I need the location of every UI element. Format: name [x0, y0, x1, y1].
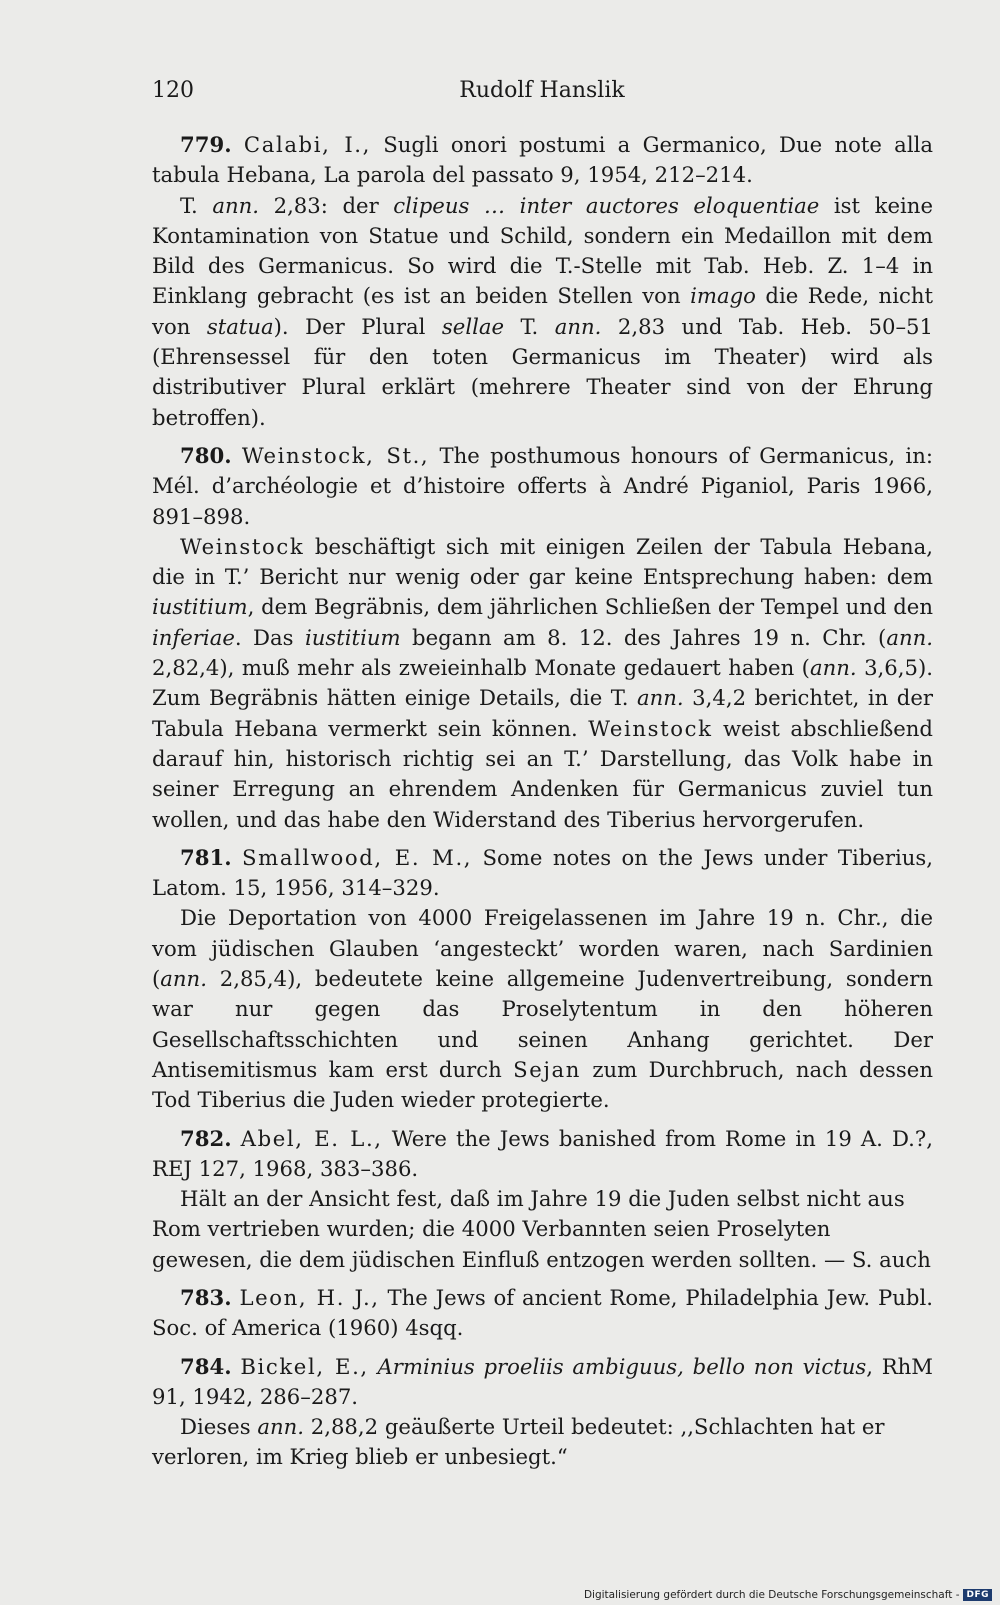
- entry-author: Smallwood, E. M.,: [242, 844, 473, 870]
- entry-author: Leon, H. J.,: [239, 1284, 380, 1310]
- entry-number: 779.: [180, 132, 232, 157]
- entry-number: 781.: [180, 844, 232, 870]
- entry-citation: [152, 1352, 933, 1413]
- running-title: Rudolf Hanslik: [459, 78, 625, 103]
- bibliography-body: [152, 130, 933, 1481]
- entry-number: 784.: [180, 1353, 232, 1379]
- entry-779: [152, 130, 933, 433]
- entry-description: T. ann. 2,83: der clipeus … inter auctores eloquentiae ist keine Kontamination von Statue und Schild, sondern ein Medaillon mit dem Bild des Germanicus. So wird die T.-Stelle mit Tab. Heb. Z. 1–4 in Einklang gebracht (es ist an beiden Stellen von imago die Rede, nicht von statua). Der Plural sellae T. ann. 2,83 und Tab. Heb. 50–51 (Ehrensessel für den toten Germanicus im Theater) wird als distributiver Plural erklärt (mehrere Theater sind von der Ehrung betroffen).: [152, 192, 934, 430]
- entry-author: Weinstock, St.,: [241, 442, 430, 468]
- entry-citation: [152, 843, 933, 904]
- entry-reference: The posthumous honours of Germanicus, in: Mél. d’archéologie et d’histoire offerts à André Piganiol, Paris 1966, 891–898.: [152, 442, 933, 529]
- entry-780: [152, 441, 933, 835]
- entry-description: Die Deportation von 4000 Freigelassenen im Jahre 19 n. Chr., die vom jüdischen Glauben ‘angesteckt’ worden waren, nach Sardinien (ann. 2,85,4), bedeutete keine allgemeine Judenvertreibung, sondern war nur gegen das Proselytentum in den höheren Gesellschaftsschichten und seinen Anhang gerichtet. Der Antisemitismus kam erst durch Sejan zum Durchbruch, nach dessen Tod Tiberius die Juden wieder protegierte.: [152, 905, 933, 1113]
- entry-reference: Were the Jews banished from Rome in 19 A. D.?, REJ 127, 1968, 383–386.: [152, 1125, 934, 1181]
- entry-781: [152, 843, 933, 1116]
- entry-number: 780.: [180, 442, 232, 468]
- entry-number: 783.: [180, 1284, 232, 1310]
- dfg-logo: DFG: [963, 1589, 992, 1601]
- entry-reference: Sugli onori postumi a Germanico, Due note alla tabula Hebana, La parola del passato 9, 1954, 212–214.: [152, 132, 933, 188]
- entry-citation: [152, 1124, 933, 1185]
- entry-author: Bickel, E.,: [240, 1353, 369, 1379]
- entry-783: [152, 1283, 933, 1344]
- entry-782: [152, 1124, 933, 1275]
- footer-text: Digitalisierung gefördert durch die Deutsche Forschungsgemeinschaft -: [583, 1589, 960, 1601]
- entry-reference: The Jews of ancient Rome, Philadelphia Jew. Publ. Soc. of America (1960) 4sqq.: [152, 1284, 933, 1341]
- page-header: [152, 78, 932, 110]
- entry-reference: Some notes on the Jews under Tiberius, Latom. 15, 1956, 314–329.: [152, 844, 933, 901]
- entry-description: Dieses ann. 2,88,2 geäußerte Urteil bedeutet: ,,Schlachten hat er verloren, im Krieg blieb er unbesiegt.“: [152, 1414, 885, 1470]
- entry-description: Weinstock beschäftigt sich mit einigen Zeilen der Tabula Hebana, die in T.’ Bericht nur wenig oder gar keine Entsprechung haben: dem iustitium, dem Begräbnis, dem jährlichen Schließen der Tempel und den inferiae. Das iustitium begann am 8. 12. des Jahres 19 n. Chr. (ann. 2,82,4), muß mehr als zweieinhalb Monate gedauert haben (ann. 3,6,5). Zum Begräbnis hätten einige Details, die T. ann. 3,4,2 berichtet, in der Tabula Hebana vermerkt sein können. Weinstock weist abschließend darauf hin, historisch richtig sei an T.’ Darstellung, das Volk habe in seiner Erregung an ehrendem Andenken für Germanicus zuviel tun wollen, und das habe den Widerstand des Tiberius hervorgerufen.: [152, 533, 934, 832]
- digitization-footer: [584, 1589, 992, 1601]
- entry-title-italic: Arminius proeliis ambiguus, bello non victus: [368, 1353, 867, 1379]
- entry-author: Abel, E. L.,: [240, 1125, 383, 1151]
- entry-citation: [152, 1283, 933, 1344]
- page-number: 120: [152, 78, 194, 103]
- entry-description: Hält an der Ansicht fest, daß im Jahre 19 die Juden selbst nicht aus Rom vertrieben wurden; die 4000 Verbannten seien Proselyten gewesen, die dem jüdischen Einfluß entzogen werden sollten. — S. auch: [152, 1186, 931, 1272]
- entry-number: 782.: [180, 1125, 232, 1151]
- entry-author: Calabi, I.,: [243, 132, 371, 157]
- entry-citation: [152, 441, 933, 532]
- entry-reference: , RhM 91, 1942, 286–287.: [152, 1353, 934, 1409]
- entry-citation: [152, 130, 933, 191]
- entry-784: [152, 1352, 933, 1473]
